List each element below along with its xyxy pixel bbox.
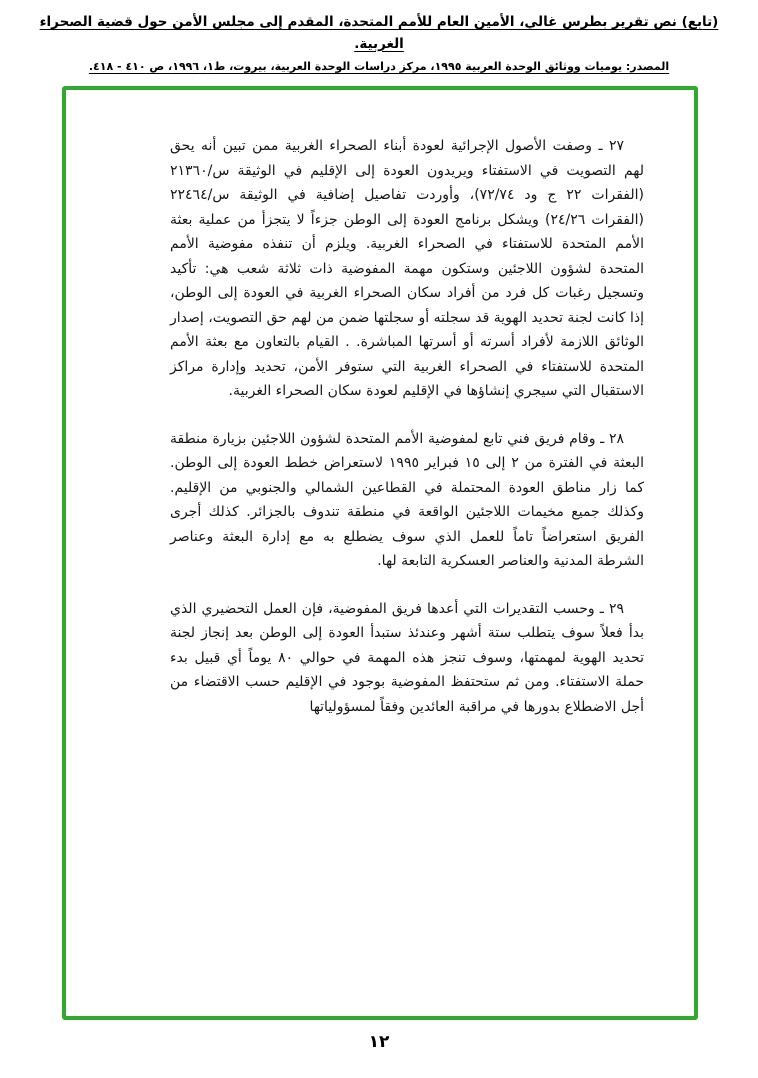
paragraph-29: ٢٩ ـ وحسب التقديرات التي أعدها فريق المفوضية، فإن العمل التحضيري الذي بدأ فعلاً سوف يتطلب ستة أشهر وعندئذ ستبدأ العودة إلى الوطن بعد إنجاز لجنة تحديد الهوية لمهمتها، وسوف تنجز هذه المهمة في حوالي ٨٠ يوماً أي قبيل بدء حملة الاستفتاء. ومن ثم ستحتفظ المفوضية بوجود في الإقليم حسب الاقتضاء من أجل الاضطلاع بدورها في مراقبة العائدين وفقاً لمسؤولياتها bbox=[170, 600, 644, 715]
document-body bbox=[66, 90, 694, 719]
document-source-line: المصدر: يوميات ووثائق الوحدة العربية ١٩٩٥، مركز دراسات الوحدة العربية، بيروت، ط١، ١٩٩٦، ص ٤١٠ - ٤١٨. bbox=[88, 60, 670, 74]
green-border-frame bbox=[62, 86, 698, 1020]
paragraph-27: ٢٧ ـ وصفت الأصول الإجرائية لعودة أبناء الصحراء الغربية ممن تبين أنه يحق لهم التصويت في الاستفتاء ويريدون العودة إلى الإقليم في الوثيقة س/٢١٣٦٠ (الفقرات ٢٢ ج ود ٧٢/٧٤)، وأوردت تفاصيل إضافية في الوثيقة س/٢٢٤٦٤ (الفقرات ٢٤/٢٦) ويشكل برنامج العودة إلى الوطن جزءاً لا يتجزأ من عملية بعثة الأمم المتحدة للاستفتاء في الصحراء الغربية. ويلزم أن تنفذه مفوضية الأمم المتحدة لشؤون اللاجئين وستكون مهمة المفوضية ذات ثلاثة شعب هي: تأكيد وتسجيل رغبات كل فرد من أفراد سكان الصحراء الغربية في العودة إلى الوطن، إذا كانت لجنة تحديد الهوية قد سجلته أو سجلتها ضمن من لهم حق التصويت، إصدار الوثائق اللازمة لأفراد أسرته أو أسرتها المباشرة. . القيام بالتعاون مع بعثة الأمم المتحدة للاستفتاء في الصحراء الغربية التي ستوفر الأمن، تحديد وإدارة مراكز الاستقبال التي سيجري إنشاؤها في الإقليم لعودة سكان الصحراء الغربية. bbox=[170, 138, 644, 399]
page-number: ١٢ bbox=[368, 1032, 390, 1052]
page-header bbox=[0, 0, 758, 73]
paragraph-28: ٢٨ ـ وقام فريق فني تابع لمفوضية الأمم المتحدة لشؤون اللاجئين بزيارة منطقة البعثة في الفترة من ٢ إلى ١٥ فبراير ١٩٩٥ لاستعراض خطط العودة إلى الوطن. كما زار مناطق العودة المحتملة في القطاعين الشمالي والجنوبي من الإقليم. وكذلك جميع مخيمات اللاجئين الواقعة في منطقة تندوف بالجزائر. كذلك أجرى الفريق استعراضاً تاماً للعمل الذي سوف يضطلع به مع إدارة البعثة وعناصر الشرطة المدنية والعناصر العسكرية التابعة لها. bbox=[170, 430, 644, 569]
document-title: (تابع) نص تقرير بطرس غالي، الأمين العام للأمم المتحدة، المقدم إلى مجلس الأمن حول قضية الصحراء الغربية. bbox=[39, 14, 719, 52]
